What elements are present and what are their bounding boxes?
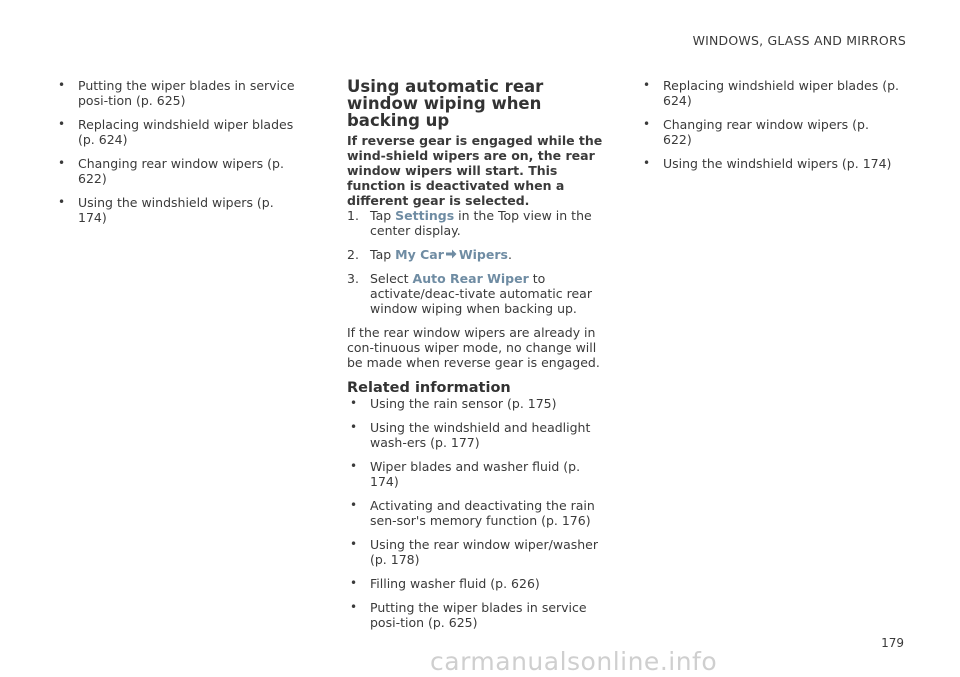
- related-list-continued: [55, 78, 305, 225]
- step-item: [347, 247, 612, 262]
- step-text: .: [507, 247, 512, 262]
- related-list: [347, 396, 612, 630]
- arrow-right-icon: [446, 247, 457, 262]
- list-item: [347, 498, 612, 528]
- list-item: [347, 600, 612, 630]
- bullet-icon: •: [350, 576, 358, 590]
- list-item-text: Putting the wiper blades in service posi-tion (p. 625): [78, 78, 295, 108]
- bullet-icon: •: [643, 78, 651, 92]
- list-item-text: Changing rear window wipers (p. 622): [663, 117, 869, 147]
- page-number: 179: [881, 636, 904, 650]
- note-paragraph: If the rear window wipers are already in con-tinuous wiper mode, no change will be made when reverse gear is engaged.: [347, 325, 600, 370]
- related-list-continued: [640, 78, 900, 171]
- list-item: [640, 78, 900, 108]
- step-text: in the Top view in the center display.: [370, 208, 592, 238]
- list-item: [55, 195, 305, 225]
- step-number: 1.: [347, 208, 359, 223]
- list-item: [347, 459, 612, 489]
- list-item-text: Activating and deactivating the rain sen-sor's memory function (p. 176): [370, 498, 595, 528]
- bullet-icon: •: [58, 195, 66, 209]
- bullet-icon: •: [350, 498, 358, 512]
- steps-list: [347, 208, 612, 316]
- list-item-text: Using the windshield wipers (p. 174): [78, 195, 274, 225]
- section-header: WINDOWS, GLASS AND MIRRORS: [692, 33, 906, 48]
- list-item-text: Using the windshield wipers (p. 174): [663, 156, 892, 171]
- bullet-icon: •: [643, 156, 651, 170]
- bullet-icon: •: [350, 396, 358, 410]
- list-item-text: Using the rain sensor (p. 175): [370, 396, 557, 411]
- bullet-icon: •: [58, 156, 66, 170]
- wipers-link[interactable]: Wipers: [458, 247, 508, 262]
- list-item: [640, 156, 900, 171]
- left-column: [55, 78, 305, 234]
- my-car-link[interactable]: My Car: [395, 247, 444, 262]
- auto-rear-wiper-link[interactable]: Auto Rear Wiper: [412, 271, 529, 286]
- list-item: [347, 396, 612, 411]
- step-number: 2.: [347, 247, 359, 262]
- list-item: [640, 117, 900, 147]
- related-heading: Related information: [347, 380, 511, 396]
- bullet-icon: •: [58, 117, 66, 131]
- step-text: Tap: [370, 208, 396, 223]
- list-item: [55, 156, 305, 186]
- list-item-text: Using the windshield and headlight wash-ers (p. 177): [370, 420, 591, 450]
- bullet-icon: •: [350, 600, 358, 614]
- list-item-text: Replacing windshield wiper blades (p. 624): [78, 117, 294, 147]
- bullet-icon: •: [350, 459, 358, 473]
- section-title: Using automatic rear window wiping when backing up: [347, 77, 544, 130]
- list-item-text: Filling washer fluid (p. 626): [370, 576, 540, 591]
- step-text: to activate/deac-tivate automatic rear window wiping when backing up.: [370, 271, 592, 316]
- list-item: [55, 117, 305, 147]
- list-item: [347, 537, 612, 567]
- step-text: Tap: [370, 247, 396, 262]
- bullet-icon: •: [643, 117, 651, 131]
- list-item: [55, 78, 305, 108]
- list-item: [347, 420, 612, 450]
- bullet-icon: •: [350, 537, 358, 551]
- step-item: [347, 208, 612, 238]
- watermark: carmanualsonline.info: [430, 647, 718, 676]
- right-column: [640, 78, 900, 180]
- list-item-text: Wiper blades and washer fluid (p. 174): [370, 459, 581, 489]
- bullet-icon: •: [350, 420, 358, 434]
- list-item-text: Changing rear window wipers (p. 622): [78, 156, 284, 186]
- list-item-text: Putting the wiper blades in service posi-tion (p. 625): [370, 600, 587, 630]
- step-number: 3.: [347, 271, 359, 286]
- list-item: [347, 576, 612, 591]
- main-column: [347, 78, 612, 639]
- bullet-icon: •: [58, 78, 66, 92]
- step-text: Select: [370, 271, 413, 286]
- step-item: [347, 271, 612, 316]
- list-item-text: Using the rear window wiper/washer (p. 178): [370, 537, 598, 567]
- intro-paragraph: If reverse gear is engaged while the wind-shield wipers are on, the rear window wipers will start. This function is deactivated when a different gear is selected.: [347, 133, 603, 208]
- list-item-text: Replacing windshield wiper blades (p. 624): [663, 78, 899, 108]
- settings-link[interactable]: Settings: [395, 208, 455, 223]
